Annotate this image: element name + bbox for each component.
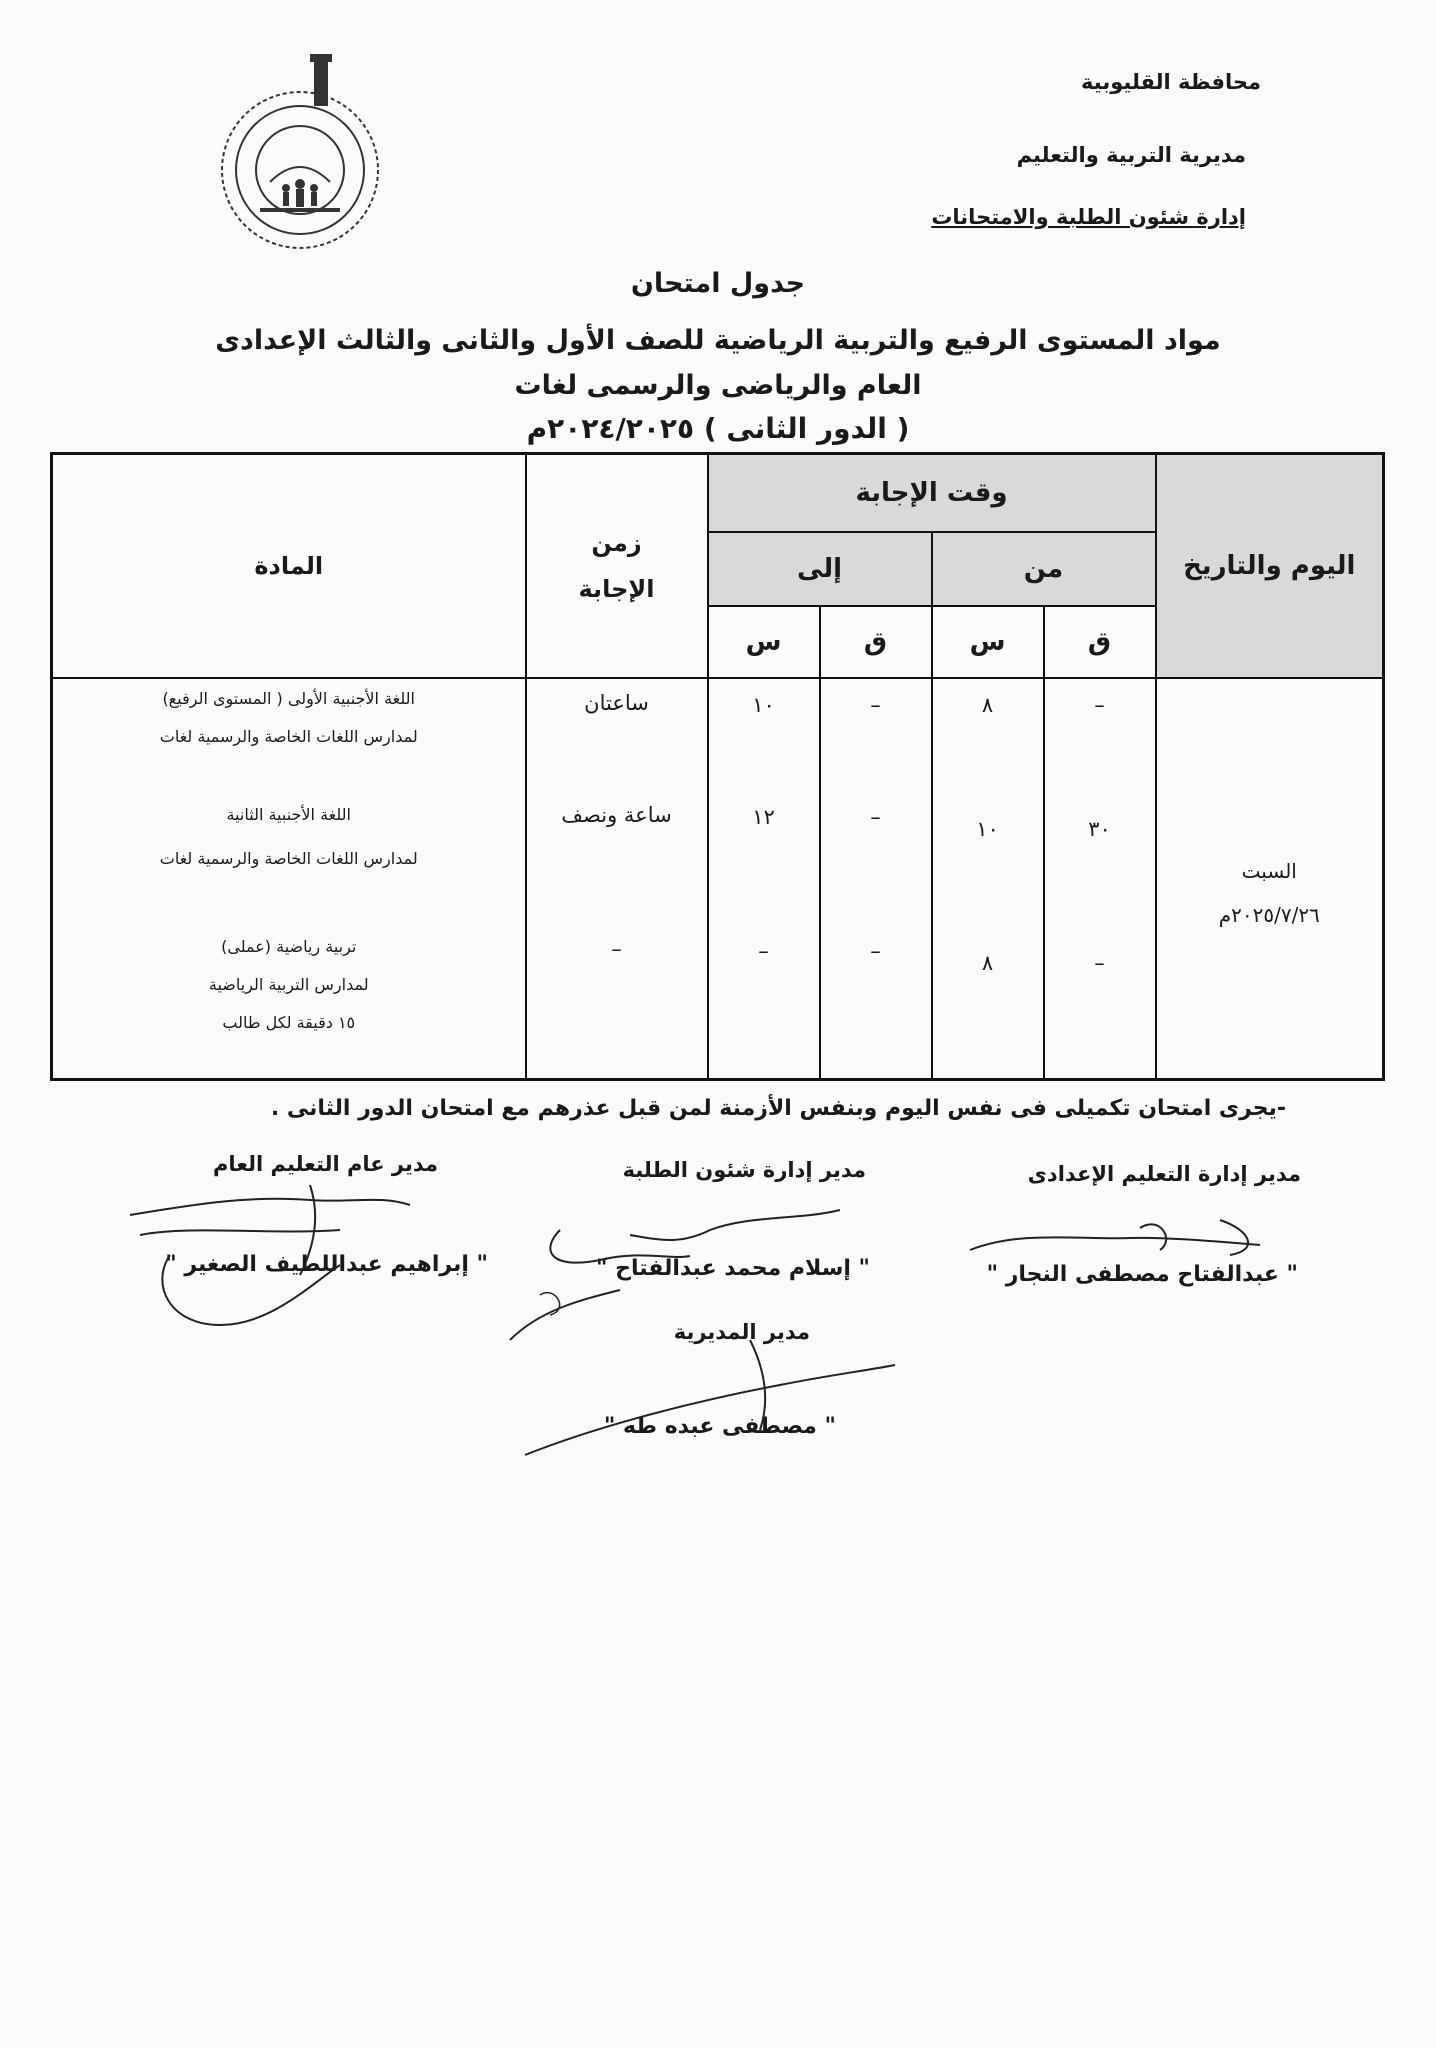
to-hour-row-1: ١٠ (752, 692, 775, 717)
duration-row-3: – (611, 936, 622, 961)
from-minute-row-1: – (1094, 692, 1105, 717)
department-label: إدارة شئون الطلبة والامتحانات (931, 205, 1246, 229)
from-minute-row-3: – (1094, 950, 1105, 975)
header-from: من (932, 532, 1156, 606)
directorate-logo (200, 52, 400, 252)
handwritten-signature-prep-ed (960, 1210, 1280, 1270)
title-line-1: جدول امتحان (630, 268, 806, 299)
signature-students-name: " إسلام محمد عبدالفتاح " (596, 1256, 870, 1281)
signature-general-ed-title: مدير عام التعليم العام (213, 1152, 438, 1176)
makeup-exam-note: -يجرى امتحان تكميلى فى نفس اليوم وبنفس الأزمنة لمن قبل عذرهم مع امتحان الدور الثانى . (270, 1096, 1286, 1121)
subject-row-1-line-2: لمدارس اللغات الخاصة والرسمية لغات (159, 726, 418, 746)
header-to-minute: ق (820, 606, 932, 678)
title-line-3: العام والرياضى والرسمى لغات (514, 370, 922, 401)
header-duration-text: زمن الإجابة (578, 528, 655, 603)
from-hour-row-1: ٨ (981, 692, 994, 717)
subject-row-3-line-3: ١٥ دقيقة لكل طالب (222, 1012, 356, 1032)
from-hour-row-3: ٨ (981, 950, 994, 975)
signature-general-ed-name: " إبراهيم عبداللطيف الصغير " (165, 1252, 488, 1277)
title-line-2: مواد المستوى الرفيع والتربية الرياضية للصف الأول والثانى والثالث الإعدادى (215, 325, 1221, 356)
subject-cell (52, 678, 526, 1080)
to-hour-row-2: ١٢ (752, 804, 775, 829)
header-from-hour: س (932, 606, 1044, 678)
directorate-label: مديرية التربية والتعليم (1016, 143, 1246, 167)
header-subject: المادة (52, 454, 526, 678)
day-name: السبت (1241, 859, 1297, 884)
from-minute-row-2: ٣٠ (1088, 816, 1111, 841)
day-date-cell (1156, 678, 1384, 1080)
duration-row-1: ساعتان (584, 690, 649, 715)
title-line-4: ( الدور الثانى ) ٢٠٢٤/٢٠٢٥م (526, 412, 910, 445)
to-hour-row-3: – (758, 938, 769, 963)
from-hour-row-2: ١٠ (976, 816, 999, 841)
signature-prep-ed-title: مدير إدارة التعليم الإعدادى (1027, 1162, 1301, 1186)
header-to-hour: س (708, 606, 820, 678)
header-duration (526, 454, 708, 678)
signature-directorate-title: مدير المديرية (673, 1320, 810, 1344)
subject-row-3-line-1: تربية رياضية (عملى) (221, 936, 357, 956)
subject-row-1-line-1: اللغة الأجنبية الأولى ( المستوى الرفيع) (162, 688, 415, 708)
to-minute-row-3: – (870, 938, 881, 963)
header-to: إلى (708, 532, 932, 606)
from-hour-cell (932, 678, 1044, 1080)
header-from-minute: ق (1044, 606, 1156, 678)
handwritten-signature-general-ed (110, 1175, 430, 1335)
signature-directorate-name: " مصطفى عبده طه " (603, 1414, 836, 1439)
subject-row-3-line-2: لمدارس التربية الرياضية (208, 974, 369, 994)
header-answer-time: وقت الإجابة (708, 454, 1156, 532)
signature-students-title: مدير إدارة شئون الطلبة (622, 1158, 866, 1182)
duration-row-2: ساعة ونصف (561, 802, 672, 827)
governorate-label: محافظة القليوبية (1081, 70, 1261, 94)
subject-row-2-line-2: لمدارس اللغات الخاصة والرسمية لغات (159, 848, 418, 868)
from-minute-cell (1044, 678, 1156, 1080)
day-date: ٢٠٢٥/٧/٢٦م (1218, 903, 1320, 928)
duration-cell (526, 678, 708, 1080)
signature-prep-ed-name: " عبدالفتاح مصطفى النجار " (986, 1262, 1298, 1287)
to-hour-cell (708, 678, 820, 1080)
to-minute-row-1: – (870, 692, 881, 717)
to-minute-row-2: – (870, 804, 881, 829)
subject-row-2-line-1: اللغة الأجنبية الثانية (226, 804, 351, 824)
to-minute-cell (820, 678, 932, 1080)
handwritten-signature-directorate (520, 1330, 900, 1460)
exam-schedule-table (50, 452, 1385, 1081)
header-day-date: اليوم والتاريخ (1156, 454, 1384, 678)
